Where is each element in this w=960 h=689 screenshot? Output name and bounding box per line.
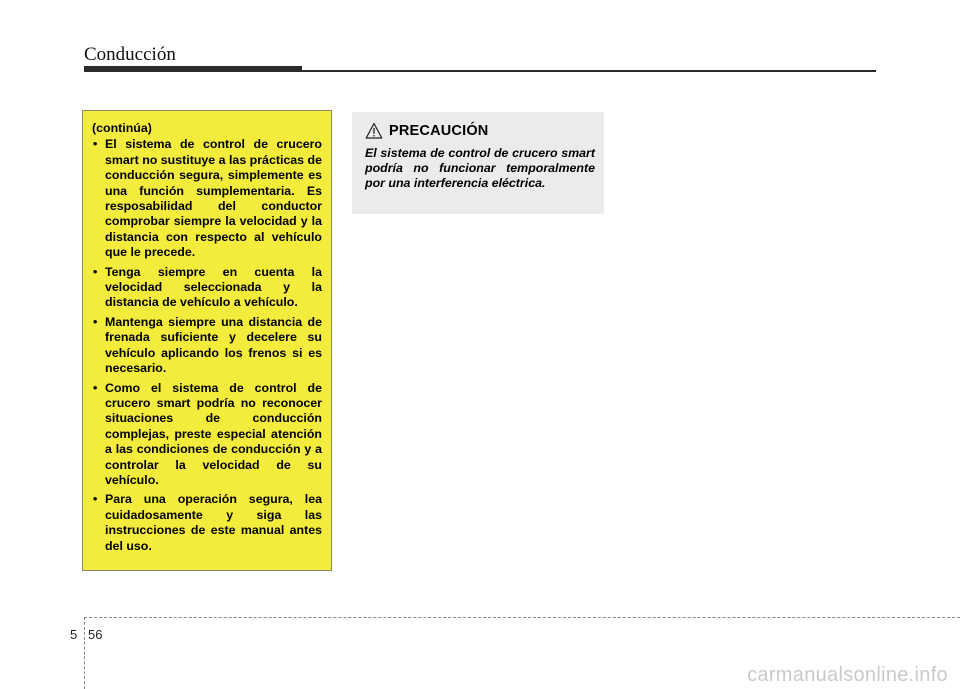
- footer-rule: [84, 617, 960, 618]
- list-item: [92, 492, 322, 554]
- list-item-text: Para una operación segura, lea cuidadosamente y siga las instrucciones de este manual antes del uso.: [105, 492, 322, 553]
- notice-bullet-list: [92, 137, 322, 554]
- header-rule-thin: [302, 70, 876, 72]
- caution-text: El sistema de control de crucero smart podría no funcionar temporalmente por una interferencia eléctrica.: [365, 146, 595, 190]
- list-item-text: Mantenga siempre una distancia de frenada suficiente y decelere su vehículo aplicando los frenos si es necesario.: [105, 314, 322, 376]
- list-item-text: El sistema de control de crucero smart no sustituye a las prácticas de conducción segura, simplemente es una función sumplementaria. Es resposabilidad del conductor comprobar siempre la velocidad y la distancia con respecto al vehículo que le precede.: [105, 137, 322, 260]
- footer-divider: [84, 617, 85, 689]
- notice-box: [82, 110, 332, 571]
- caution-box: [352, 112, 604, 214]
- bullet-icon: •: [93, 314, 98, 329]
- list-item-text: Como el sistema de control de crucero smart podría no reconocer situaciones de conducción complejas, preste especial atención a las condiciones de conducción y a controlar la velocidad de su vehículo.: [105, 380, 322, 487]
- warning-triangle-icon: [365, 122, 383, 140]
- page-title: Conducción: [84, 44, 176, 65]
- bullet-icon: •: [93, 380, 98, 395]
- bullet-icon: •: [93, 137, 98, 152]
- chapter-number: 5: [70, 627, 78, 642]
- header-rule-thick: [84, 66, 302, 72]
- list-item: [92, 137, 322, 260]
- continued-label: (continúa): [92, 121, 152, 135]
- list-item: [92, 381, 322, 489]
- caution-header: [365, 120, 595, 142]
- list-item: [92, 315, 322, 377]
- caution-title: PRECAUCIÓN: [389, 123, 489, 139]
- list-item-text: Tenga siempre en cuenta la velocidad seleccionada y la distancia de vehículo a vehículo.: [105, 264, 322, 310]
- bullet-icon: •: [93, 492, 98, 507]
- list-item: [92, 265, 322, 311]
- watermark[interactable]: carmanualsonline.info: [747, 664, 948, 686]
- page-number: 56: [88, 627, 103, 642]
- bullet-icon: •: [93, 264, 98, 279]
